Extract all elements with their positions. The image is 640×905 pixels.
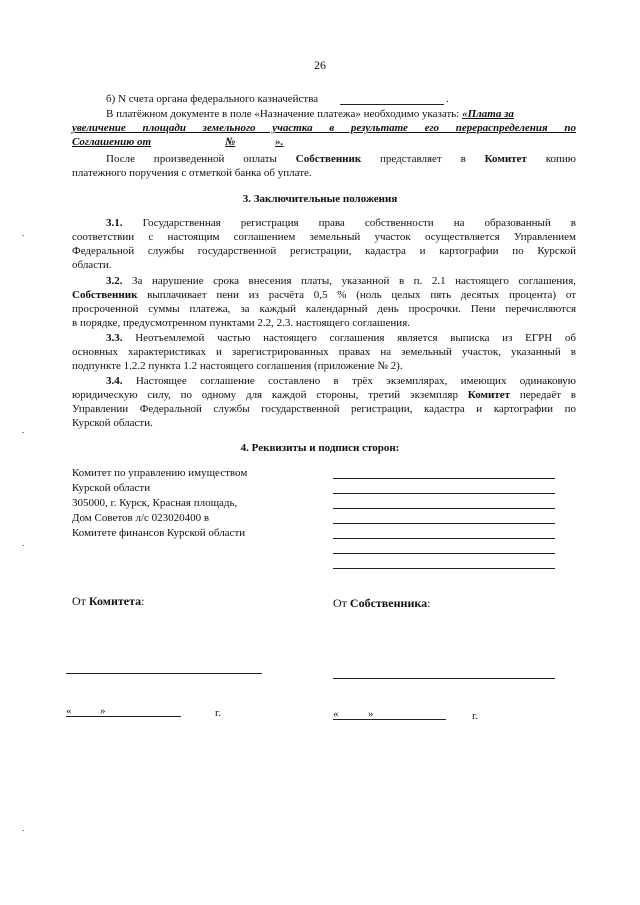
p31-line-1 bbox=[106, 216, 576, 230]
p33-text-1: Неотъемлемой частью настоящего соглашения является выписка из ЕГРН об bbox=[135, 332, 577, 344]
committee-date-blank bbox=[66, 716, 181, 717]
purpose-number-sign: № bbox=[225, 136, 236, 148]
p34-line-3: Управлении Федеральной службы государственной регистрации, кадастра и картографии по bbox=[72, 403, 576, 415]
owner-req-blank-7 bbox=[333, 568, 555, 569]
account-line bbox=[106, 92, 318, 106]
committee-req-line-3: 305000, г. Курск, Красная площадь, bbox=[72, 497, 238, 509]
p33-line-1 bbox=[106, 331, 576, 345]
after-committee: Комитет bbox=[484, 153, 527, 165]
account-end: . bbox=[446, 93, 449, 105]
p33-line-2: основных характеристиках и зарегистрированных правах на земельный участок, указанный в bbox=[72, 346, 576, 358]
margin-mark bbox=[22, 545, 24, 546]
after-text-3: копию bbox=[526, 153, 576, 165]
purpose-agreement-from: Соглашению от bbox=[72, 136, 152, 148]
account-blank bbox=[340, 104, 444, 105]
after-owner: Собственник bbox=[295, 153, 362, 165]
p31-number: 3.1. bbox=[106, 217, 123, 229]
p34-committee: Комитет bbox=[467, 389, 511, 401]
p32-text-1: За нарушение срока внесения платы, указанной в п. 2.1 настоящего соглашения, bbox=[132, 275, 576, 287]
p32-line-1 bbox=[106, 274, 576, 288]
committee-req-line-5: Комитете финансов Курской области bbox=[72, 527, 246, 539]
committee-date-close-quote: » bbox=[100, 705, 106, 717]
from-owner bbox=[333, 596, 430, 610]
owner-date-close-quote: » bbox=[368, 708, 374, 720]
p32-number: 3.2. bbox=[106, 275, 123, 287]
purpose-intro: В платёжном документе в поле «Назначение платежа» необходимо указать: bbox=[106, 108, 463, 120]
after-text-2: представляет в bbox=[361, 153, 485, 165]
from-committee-colon: : bbox=[141, 594, 145, 608]
after-payment-line-2: платежного поручения с отметкой банка об уплате. bbox=[72, 167, 312, 179]
margin-mark bbox=[22, 235, 24, 236]
section-3-title: 3. Заключительные положения bbox=[242, 193, 398, 205]
committee-req-line-4: Дом Советов л/с 023020400 в bbox=[72, 512, 210, 524]
p33-number: 3.3. bbox=[106, 332, 123, 344]
purpose-quote-start: «Плата за bbox=[462, 108, 514, 120]
purpose-line-3 bbox=[72, 135, 392, 149]
committee-requisites bbox=[72, 466, 247, 541]
owner-req-blank-2 bbox=[333, 493, 555, 494]
from-committee bbox=[72, 594, 145, 608]
from-committee-name: Комитета bbox=[88, 594, 142, 608]
owner-date-year: г. bbox=[472, 710, 479, 722]
owner-date-blank bbox=[333, 719, 446, 720]
purpose-line-2: увеличение площади земельного участка в результате его перераспределения по bbox=[72, 122, 576, 134]
p34-line-4: Курской области. bbox=[72, 417, 153, 429]
p32-line-3: просроченной суммы платежа, за каждый календарный день просрочки. Пени перечисляются bbox=[72, 303, 576, 315]
owner-req-blank-3 bbox=[333, 508, 555, 509]
owner-req-blank-1 bbox=[333, 478, 555, 479]
account-label: б) N счета органа федерального казначейства bbox=[106, 93, 319, 105]
p34-text-2c: передаёт в bbox=[510, 389, 576, 401]
committee-req-line-2: Курской области bbox=[72, 482, 151, 494]
after-payment-line-1 bbox=[106, 152, 576, 166]
margin-mark bbox=[22, 830, 24, 831]
purpose-line-1 bbox=[106, 107, 576, 121]
owner-req-blank-6 bbox=[333, 553, 555, 554]
from-owner-colon: : bbox=[427, 596, 431, 610]
p31-line-3: Федеральной службы государственной регистрации, кадастра и картографии по Курской bbox=[72, 245, 576, 257]
section-4-title: 4. Реквизиты и подписи сторон: bbox=[240, 442, 400, 454]
committee-signature-line bbox=[66, 673, 262, 674]
from-owner-prefix: От bbox=[333, 596, 350, 610]
p32-line-2 bbox=[72, 288, 576, 302]
p33-line-3: подпункте 1.2.2 пункта 1.2 настоящего соглашения (приложение № 2). bbox=[72, 360, 403, 372]
from-owner-name: Собственника bbox=[349, 596, 428, 610]
after-text-1: После произведенной оплаты bbox=[106, 153, 296, 165]
p34-text-1: Настоящее соглашение составлено в трёх экземплярах, имеющих одинаковую bbox=[135, 375, 577, 387]
purpose-quote-end: ». bbox=[275, 136, 284, 148]
p34-line-1 bbox=[106, 374, 576, 388]
committee-date-open-quote: « bbox=[66, 705, 72, 717]
owner-req-blank-4 bbox=[333, 523, 555, 524]
p34-line-2 bbox=[72, 388, 576, 402]
page-number: 26 bbox=[314, 58, 326, 72]
p31-text-1: Государственная регистрация права собственности на образованный в bbox=[142, 217, 577, 229]
committee-req-line-1: Комитет по управлению имуществом bbox=[72, 467, 248, 479]
margin-mark bbox=[22, 432, 24, 433]
owner-date-open-quote: « bbox=[333, 708, 339, 720]
owner-signature-line bbox=[333, 678, 555, 679]
p34-text-2a: юридическую силу, по одному для каждой стороны, третий экземпляр bbox=[72, 389, 468, 401]
p32-owner: Собственник bbox=[72, 289, 138, 301]
committee-date-year: г. bbox=[215, 707, 222, 719]
p32-text-2: выплачивает пени из расчёта 0,5 % (ноль целых пять десятых процента) от bbox=[137, 289, 576, 301]
p31-line-2: соответствии с настоящим соглашением земельный участок осуществляется Управлением bbox=[72, 231, 576, 243]
p32-line-4: в порядке, предусмотренном пунктами 2.2, 2.3. настоящего соглашения. bbox=[72, 317, 410, 329]
p34-number: 3.4. bbox=[106, 375, 123, 387]
owner-req-blank-5 bbox=[333, 538, 555, 539]
p31-line-4: области. bbox=[72, 259, 112, 271]
from-committee-prefix: От bbox=[72, 594, 89, 608]
